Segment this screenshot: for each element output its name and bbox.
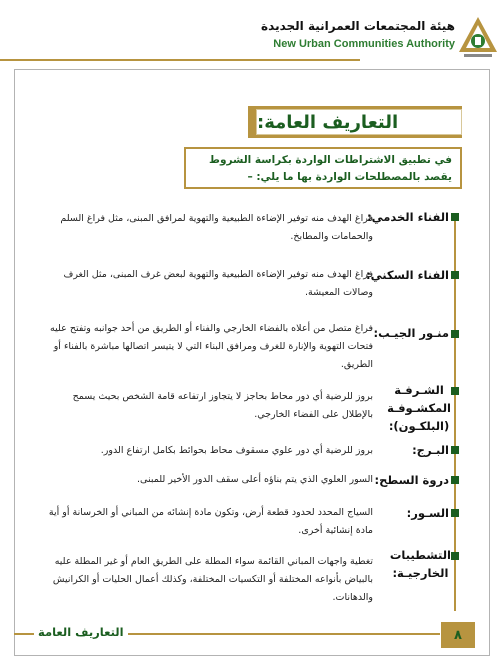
term-line: التشطيبات bbox=[389, 548, 451, 562]
term-line: الخارجيـة: bbox=[392, 566, 449, 580]
term-fence: السـور: bbox=[406, 506, 449, 520]
bullet-marker bbox=[451, 271, 459, 279]
definition-pocket-lightwell: فراغ متصل من أعلاه بالفضاء الخارجي والفناء أو الطريق من أحد جوانبه وتفتح عليه فتحات التهوية والإنارة للغرف ومرافق البناء التي لا يتيسر اتصالها مباشرة بالفناء أو الطريق. bbox=[50, 323, 373, 370]
bullet-marker bbox=[451, 330, 459, 338]
bullet-marker bbox=[451, 509, 459, 517]
org-name-english: New Urban Communities Authority bbox=[273, 38, 455, 50]
intro-line-1: في تطبيق الاشتراطات الواردة بكراسة الشروط bbox=[209, 154, 452, 166]
definition-service-courtyard: فراغ الهدف منه توفير الإضاءة الطبيعية والتهوية لمرافق المبنى، مثل فراغ السلم والحمامات والمطابخ. bbox=[60, 213, 373, 242]
definition-roof-parapet: السور العلوي الذي يتم بناؤه أعلى سقف الدور الأخير للمبنى. bbox=[137, 474, 373, 485]
definition-open-balcony: بروز للرضية أي دور محاط بحاجز لا يتجاوز ارتفاعه قامة الشخص بحيث يسمح بالإطلال على الفضاء الخارجي. bbox=[72, 391, 373, 420]
intro-text bbox=[209, 152, 452, 186]
header bbox=[0, 0, 501, 70]
footer-title: التعاريف العامة bbox=[34, 625, 128, 639]
org-name-arabic: هيئة المجتمعات العمرانية الجديدة bbox=[261, 19, 455, 33]
header-divider bbox=[0, 59, 360, 61]
intro-line-2: يقصد بالمصطلحات الواردة بها ما يلي: – bbox=[247, 171, 452, 183]
bullet-marker bbox=[451, 387, 459, 395]
term-external-finishes bbox=[390, 546, 451, 582]
definition-residential-courtyard: فراغ الهدف منه توفير الإضاءة الطبيعية والتهوية لبعض غرف المبنى، مثل الغرف وصالات المعيشة. bbox=[63, 269, 373, 298]
intro-box bbox=[184, 147, 462, 189]
bullet-marker bbox=[451, 476, 459, 484]
definition-fence: السياج المحدد لحدود قطعة أرض، وتكون مادة إنشائه من المباني أو الخرسانة أو أية مادة إنشائية أخرى. bbox=[48, 507, 373, 536]
definition-external-finishes: تغطية واجهات المباني القائمة سواء المطلة على الطريق العام أو غير المطلة عليه بالبياض بأنواعه المختلفة أو التكسيات المختلفة، وكذلك أعمال الحليات أو الكرانيش والدهانات. bbox=[52, 556, 373, 603]
bullet-marker bbox=[451, 446, 459, 454]
bullet-marker bbox=[451, 552, 459, 560]
term-tower: البـرج: bbox=[412, 443, 449, 457]
section-title: التعاريف العامة: bbox=[256, 109, 462, 135]
bullet-marker bbox=[451, 213, 459, 221]
section-title-box bbox=[248, 106, 462, 138]
term-open-balcony bbox=[387, 381, 451, 435]
term-line: (البلكـون): bbox=[388, 419, 450, 433]
term-roof-parapet: دروة السطح: bbox=[374, 473, 449, 487]
term-residential-courtyard: الفناء السكني: bbox=[365, 268, 449, 282]
term-line: الشـرفـة bbox=[394, 383, 444, 397]
authority-logo-icon bbox=[458, 16, 498, 60]
term-service-courtyard: الفناء الخدمي: bbox=[367, 210, 449, 224]
page-number: ٨ bbox=[441, 622, 475, 648]
term-pocket-lightwell: منـور الجيـب: bbox=[373, 326, 449, 340]
definition-tower: بروز للرضية أي دور علوي مسقوف محاط بحوائط بكامل ارتفاع الدور. bbox=[100, 445, 373, 456]
term-line: المكشـوفـة bbox=[387, 401, 451, 415]
